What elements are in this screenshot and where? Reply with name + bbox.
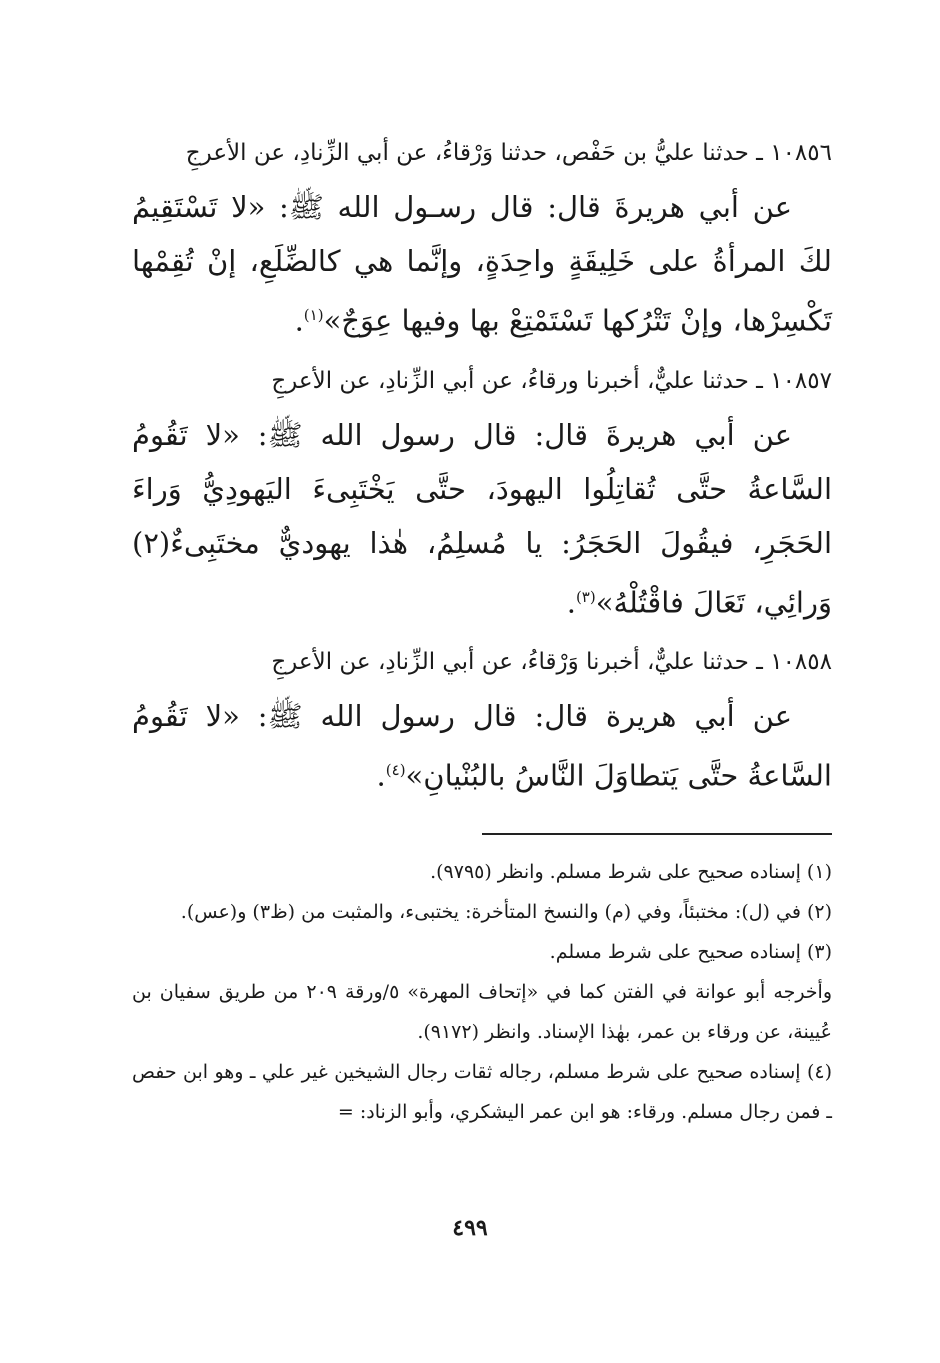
footnote-4: (٤) إسناده صحيح على شرط مسلم، رجاله ثقات رجال الشيخين غير علي ـ وهو ابن حفص ـ فمن رجال مسلم. ورقاء: هو ابن عمر اليشكري، وأبو الزناد: = bbox=[132, 1061, 832, 1123]
hadith-matn: عن أبي هريرةَ قال: قال رسول الله ﷺ: «لا تَقُومُ السَّاعةُ حتَّى تُقاتِلُوا اليهودَ، حتَّى يَخْتَبِىءَ اليَهودِيُّ وَراءَ الحَجَرِ، فيقُولَ الحَجَرُ: يا مُسلِمُ، هٰذا يهوديٌّ مختَبِىءٌ(٢) وَرائِي، تَعَالَ فاقْتُلْهُ»$^{(٣)}$. bbox=[132, 417, 832, 620]
hadith-10856 bbox=[132, 130, 832, 348]
main-text bbox=[132, 130, 832, 813]
footnote-3: (٣) إسناده صحيح على شرط مسلم. bbox=[549, 941, 832, 963]
hadith-10857 bbox=[132, 358, 832, 630]
hadith-isnad: ١٠٨٥٦ ـ حدثنا عليُّ بن حَفْص، حدثنا وَرْقاءُ، عن أبي الزِّنادِ، عن الأعرجِ bbox=[185, 140, 832, 166]
matn-text: عن أبي هريرةَ قال: قال رسـول الله ﷺ: «لا تَسْتَقِيمُ لكَ المرأةُ على خَلِيقَةٍ واحِدَةٍ، وإنَّما هي كالضِّلَعِ، إنْ تُقِمْها تَكْسِرْها، وإنْ تَتْرُكها تَسْتَمْتِعْ بها وفيها عِوَجٌ» bbox=[132, 190, 832, 338]
hadith-10858 bbox=[132, 639, 832, 803]
footnote-ref: (١) bbox=[303, 306, 324, 324]
hadith-isnad: ١٠٨٥٧ ـ حدثنا عليٌّ، أخبرنا ورقاءُ، عن أبي الزِّنادِ، عن الأعرجِ bbox=[271, 367, 832, 394]
page-number: ٤٩٩ bbox=[452, 1215, 488, 1241]
footnotes bbox=[132, 852, 832, 1132]
footnote-divider bbox=[482, 833, 832, 835]
footnote-1: (١) إسناده صحيح على شرط مسلم. وانظر (٩٧٩٥). bbox=[430, 861, 832, 883]
hadith-matn: عن أبي هريرةَ قال: قال رسـول الله ﷺ: «لا تَسْتَقِيمُ لكَ المرأةُ على خَلِيقَةٍ واحِدَةٍ، وإنَّما هي كالضِّلَعِ، إنْ تُقِمْها تَكْسِرْها، وإنْ تَتْرُكها تَسْتَمْتِعْ بها وفيها عِوَجٌ»$^{(١)}$. bbox=[132, 190, 832, 338]
hadith-matn: عن أبي هريرة قال: قال رسول الله ﷺ: «لا تَقُومُ السَّاعةُ حتَّى يَتطاوَلَ النَّاسُ بالبُنْيانِ»$^{(٤)}$. bbox=[132, 699, 832, 793]
matn-text: عن أبي هريرةَ قال: قال رسول الله ﷺ: «لا تَقُومُ السَّاعةُ حتَّى تُقاتِلُوا اليهودَ، حتَّى يَخْتَبِىءَ اليَهودِيُّ وَراءَ الحَجَرِ، فيقُولَ الحَجَرُ: يا مُسلِمُ، هٰذا يهوديٌّ مختَبِىءٌ(٢) وَرائِي، تَعَالَ فاقْتُلْهُ» bbox=[132, 417, 832, 620]
footnote-ref: (٣) bbox=[575, 587, 596, 606]
footnote-ref: (٤) bbox=[385, 761, 406, 780]
footnote-3-continued: وأخرجه أبو عوانة في الفتن كما في «إتحاف المهرة» ٥/ورقة ٢٠٩ من طريق سفيان بن عُيينة، عن ورقاء بن عمر، بهٰذا الإسناد. وانظر (٩١٧٢). bbox=[132, 981, 833, 1043]
hadith-isnad: ١٠٨٥٨ ـ حدثنا عليٌّ، أخبرنا وَرْقاءُ، عن أبي الزِّنادِ، عن الأعرجِ bbox=[271, 649, 832, 676]
footnote-2: (٢) في (ل): مختبئاً، وفي (م) والنسخ المتأخرة: يختبىء، والمثبت من (ظ٣) و(عس). bbox=[180, 901, 832, 923]
matn-text: عن أبي هريرة قال: قال رسول الله ﷺ: «لا تَقُومُ السَّاعةُ حتَّى يَتطاوَلَ النَّاسُ بالبُنْيانِ» bbox=[132, 699, 832, 793]
